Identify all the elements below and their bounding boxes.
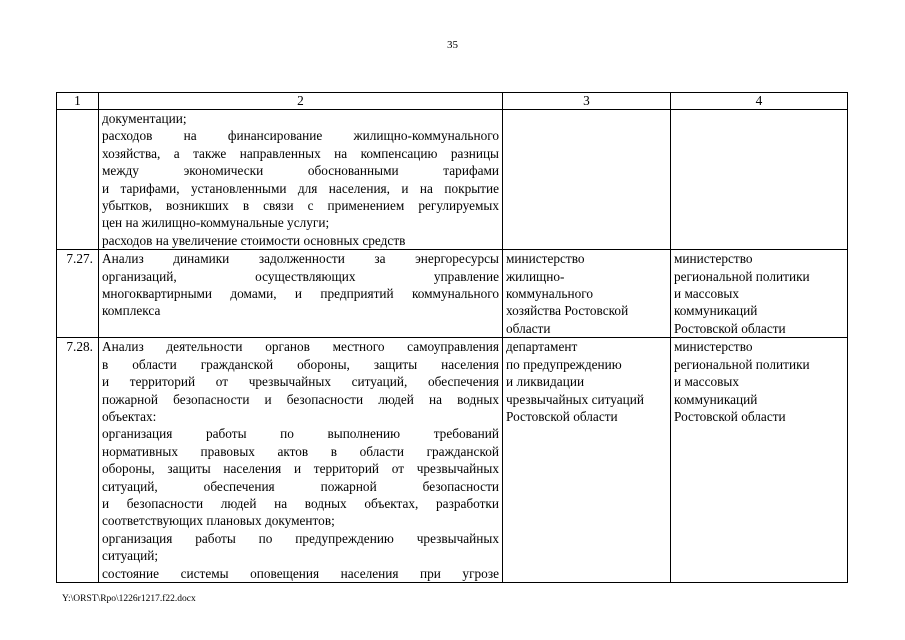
description-line: и территорий от чрезвычайных ситуаций, обеспечения	[102, 374, 499, 390]
responsible-line: хозяйства Ростовской	[506, 303, 629, 319]
coexecutor-line: региональной политики	[674, 268, 810, 284]
responsible-line: жилищно-	[506, 268, 565, 284]
row-number-cell: 7.27.	[57, 250, 99, 338]
description-line: обороны, защиты населения и территорий от чрезвычайных	[102, 461, 499, 477]
document-table	[56, 92, 848, 583]
description-line: ситуаций;	[102, 548, 159, 564]
coexecutor-cell	[671, 338, 848, 583]
description-line: организация работы по предупреждению чрезвычайных	[102, 530, 499, 546]
coexecutor-line: Ростовской области	[674, 408, 786, 424]
coexecutor-line: коммуникаций	[674, 303, 758, 319]
description-line: хозяйства, а также направленных на компенсацию разницы	[102, 145, 499, 161]
description-line: расходов на финансирование жилищно-коммунального	[102, 128, 499, 144]
description-line: комплекса	[102, 303, 161, 319]
description-line: объектах:	[102, 408, 157, 424]
description-line: расходов на увеличение стоимости основных средств	[102, 232, 406, 248]
coexecutor-line: министерство	[674, 339, 753, 355]
description-line: пожарной безопасности и безопасности людей на водных	[102, 391, 499, 407]
responsible-line: Ростовской области	[506, 408, 618, 424]
responsible-line: области	[506, 320, 551, 336]
row-number-cell	[57, 110, 99, 250]
description-line: ситуаций, обеспечения пожарной безопасности	[102, 478, 499, 494]
description-line: между экономически обоснованными тарифами	[102, 163, 499, 179]
description-cell	[99, 250, 503, 338]
description-line: в области гражданской обороны, защиты населения	[102, 356, 499, 372]
coexecutor-line: коммуникаций	[674, 391, 758, 407]
column-header-3: 3	[503, 93, 671, 110]
responsible-line: чрезвычайных ситуаций	[506, 391, 644, 407]
responsible-cell	[503, 110, 671, 250]
coexecutor-cell	[671, 110, 848, 250]
description-line: соответствующих плановых документов;	[102, 513, 335, 529]
column-header-1: 1	[57, 93, 99, 110]
responsible-cell	[503, 338, 671, 583]
page-number: 35	[447, 39, 458, 51]
description-cell	[99, 110, 503, 250]
description-line: организаций, осуществляющих управление	[102, 268, 499, 284]
responsible-line: по предупреждению	[506, 356, 622, 372]
description-cell	[99, 338, 503, 583]
coexecutor-line: региональной политики	[674, 356, 810, 372]
table-row	[57, 110, 848, 250]
description-line: и безопасности людей на водных объектах, разработки	[102, 495, 499, 511]
responsible-line: департамент	[506, 339, 578, 355]
responsible-line: министерство	[506, 251, 585, 267]
coexecutor-line: и массовых	[674, 286, 739, 302]
responsible-line: коммунального	[506, 286, 594, 302]
column-header-4: 4	[671, 93, 848, 110]
coexecutor-line: и массовых	[674, 374, 739, 390]
description-line: и тарифами, установленными для населения, и на покрытие	[102, 180, 499, 196]
description-line: Анализ динамики задолженности за энергоресурсы	[102, 251, 499, 267]
table-row	[57, 250, 848, 338]
footer-file-path: Y:\ORST\Rpo\1226r1217.f22.docx	[62, 594, 196, 604]
coexecutor-line: Ростовской области	[674, 320, 786, 336]
table-header-row	[57, 93, 848, 110]
description-line: цен на жилищно-коммунальные услуги;	[102, 215, 330, 231]
coexecutor-cell	[671, 250, 848, 338]
column-header-2: 2	[99, 93, 503, 110]
row-number-cell: 7.28.	[57, 338, 99, 583]
coexecutor-line: министерство	[674, 251, 753, 267]
responsible-line: и ликвидации	[506, 374, 585, 390]
description-line: нормативных правовых актов в области гражданской	[102, 443, 499, 459]
description-line: Анализ деятельности органов местного самоуправления	[102, 339, 499, 355]
description-line: многоквартирными домами, и предприятий коммунального	[102, 286, 499, 302]
table-row	[57, 338, 848, 583]
description-line: состояние системы оповещения населения при угрозе	[102, 565, 499, 581]
description-line: убытков, возникших в связи с применением регулируемых	[102, 198, 499, 214]
responsible-cell	[503, 250, 671, 338]
description-line: организация работы по выполнению требований	[102, 426, 499, 442]
description-line: документации;	[102, 111, 187, 126]
